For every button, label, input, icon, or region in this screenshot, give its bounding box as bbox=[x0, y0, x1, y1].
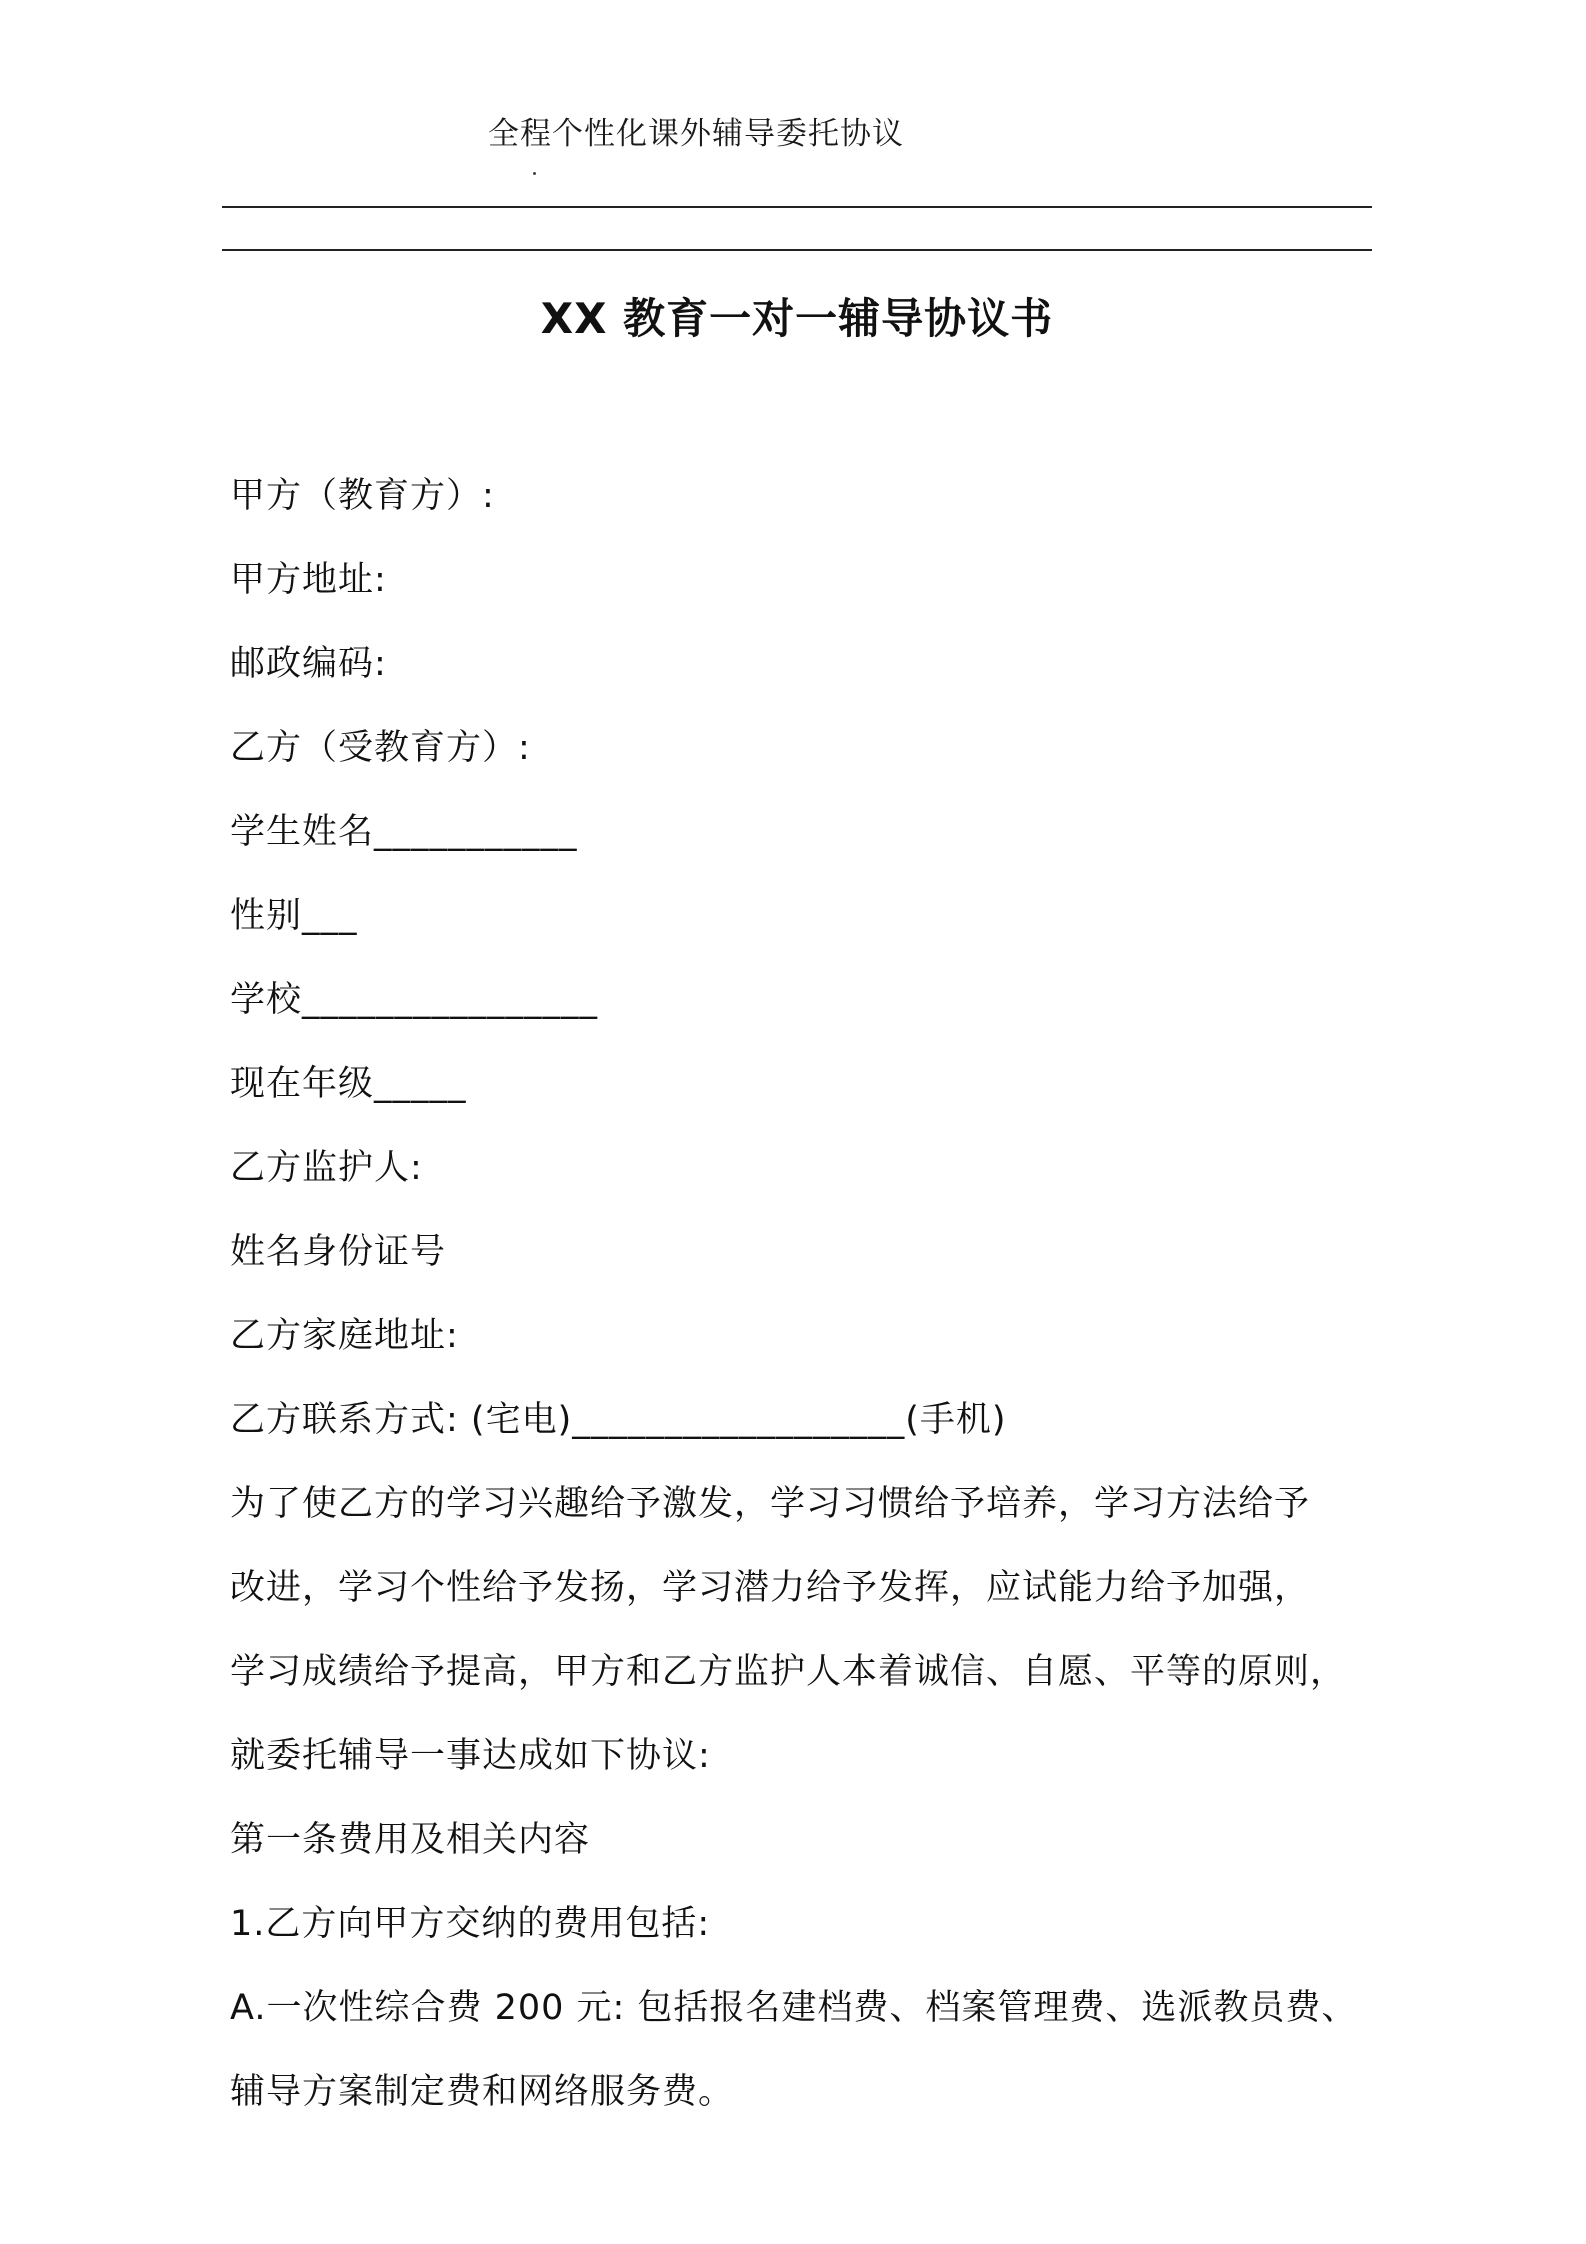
fee-item-heading: 1.乙方向甲方交纳的费用包括: bbox=[230, 1904, 711, 1944]
fee-item-a: A.一次性综合费 200 元: 包括报名建档费、档案管理费、选派教员费、 bbox=[230, 1988, 1358, 2028]
paragraph-line: 就委托辅导一事达成如下协议: bbox=[230, 1736, 711, 1776]
gender-field: 性别___ bbox=[230, 896, 358, 936]
running-header-title: 全程个性化课外辅导委托协议 bbox=[488, 116, 904, 152]
document-body bbox=[230, 467, 1380, 2147]
postal-code-label: 邮政编码: bbox=[230, 644, 387, 684]
article-one-heading: 第一条费用及相关内容 bbox=[230, 1820, 591, 1860]
contact-field: 乙方联系方式: (宅电)__________________(手机) bbox=[230, 1400, 1007, 1440]
paragraph-line: 学习成绩给予提高，甲方和乙方监护人本着诚信、自愿、平等的原则， bbox=[230, 1652, 1347, 1692]
party-a-address-label: 甲方地址: bbox=[230, 560, 387, 600]
header-dot bbox=[533, 172, 536, 175]
paragraph-line: 改进，学习个性给予发扬，学习潜力给予发挥，应试能力给予加强， bbox=[230, 1568, 1311, 1608]
header-rule-bottom bbox=[222, 249, 1372, 251]
fee-item-a-continued: 辅导方案制定费和网络服务费。 bbox=[230, 2072, 735, 2112]
guardian-label: 乙方监护人: bbox=[230, 1148, 423, 1188]
school-field: 学校________________ bbox=[230, 980, 599, 1020]
document-title: XX 教育一对一辅导协议书 bbox=[540, 294, 1054, 343]
party-b-label: 乙方（受教育方）: bbox=[230, 728, 531, 768]
student-name-field: 学生姓名___________ bbox=[230, 812, 578, 852]
guardian-name-id-field: 姓名身份证号 bbox=[230, 1232, 447, 1272]
home-address-label: 乙方家庭地址: bbox=[230, 1316, 459, 1356]
party-a-label: 甲方（教育方）: bbox=[230, 476, 495, 516]
header-rule-top bbox=[222, 206, 1372, 208]
paragraph-line: 为了使乙方的学习兴趣给予激发，学习习惯给予培养，学习方法给予 bbox=[230, 1484, 1311, 1524]
grade-field: 现在年级_____ bbox=[230, 1064, 467, 1104]
